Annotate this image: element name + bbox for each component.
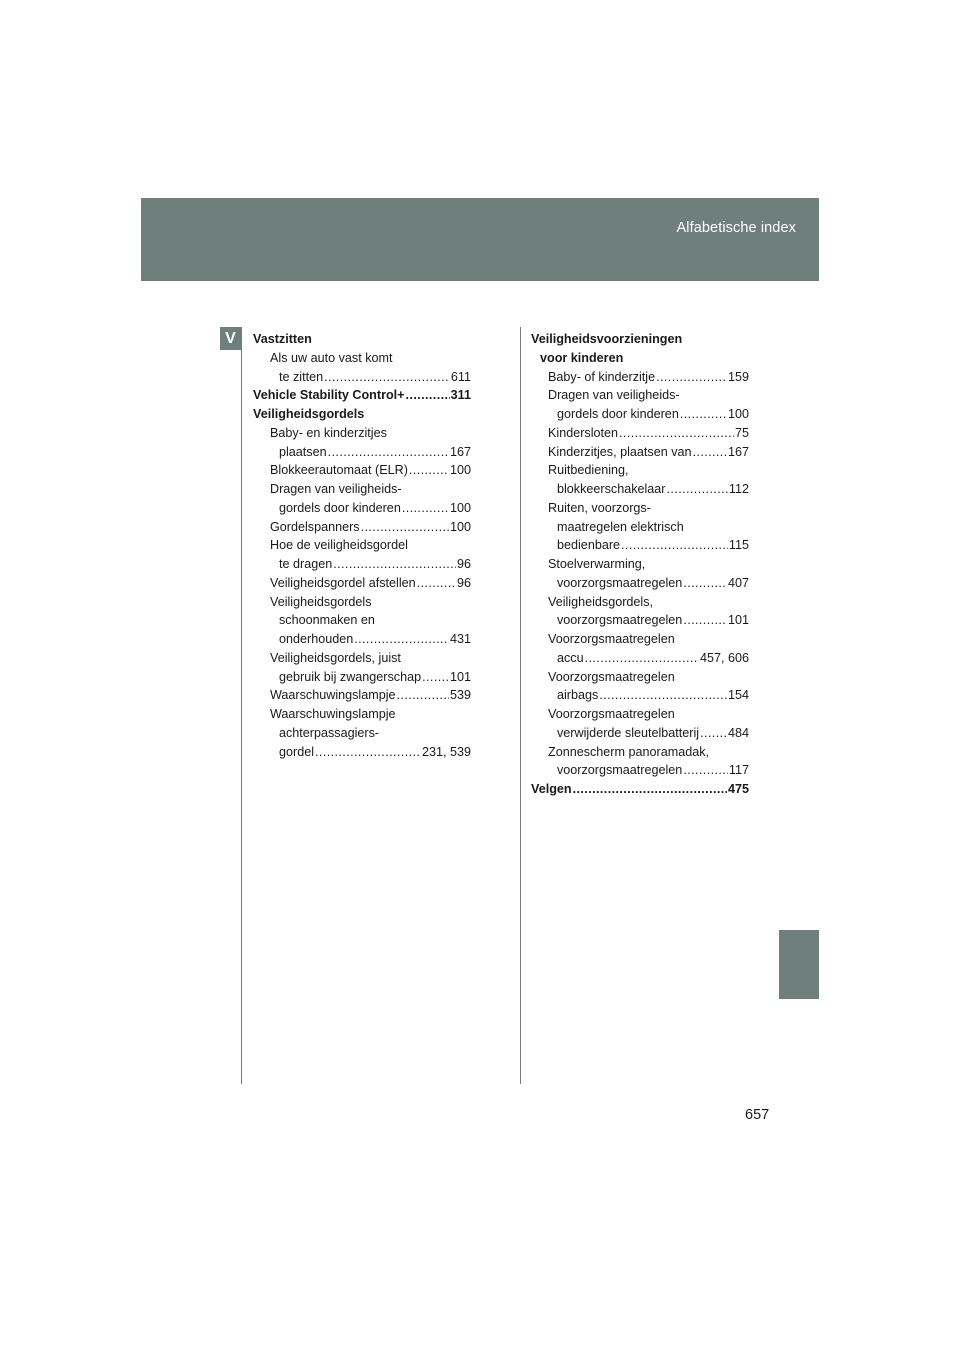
index-entry — [253, 724, 471, 743]
page-reference: 96 — [456, 557, 471, 571]
index-entry-text: airbags — [557, 688, 599, 703]
index-entry — [531, 649, 749, 668]
index-entry-text: Voorzorgsmaatregelen — [548, 669, 675, 684]
page-reference: 100 — [449, 519, 471, 534]
dot-leader — [693, 443, 727, 462]
dot-leader — [315, 743, 421, 762]
page-reference: 484 — [727, 725, 749, 740]
index-entry-text: Kindersloten — [548, 425, 619, 440]
index-entry-text: voorzorgsmaatregelen — [557, 613, 683, 628]
column-divider-right — [520, 327, 521, 1084]
index-entry-text: plaatsen — [279, 444, 327, 459]
page-reference: 611 — [450, 369, 471, 384]
index-entry-text: bedienbare — [557, 538, 621, 553]
index-entry-text: Stoelverwarming, — [548, 557, 646, 571]
index-entry — [531, 386, 749, 405]
index-entry — [253, 349, 471, 368]
index-letter-badge: V — [220, 327, 241, 350]
page-reference: 159 — [727, 369, 749, 384]
index-heading — [253, 330, 471, 349]
index-entry-text: Vastzitten — [253, 332, 312, 346]
dot-leader — [397, 686, 449, 705]
index-entry — [531, 443, 749, 462]
index-entry — [253, 536, 471, 555]
dot-leader — [585, 649, 699, 668]
index-entry-text: Ruitbediening, — [548, 463, 629, 478]
index-entry — [531, 518, 749, 537]
dot-leader — [402, 499, 449, 518]
dot-leader — [324, 368, 450, 387]
index-entry-text: Kinderzitjes, plaatsen van — [548, 444, 692, 459]
dot-leader — [328, 443, 449, 462]
dot-leader — [683, 761, 728, 780]
index-entry-text: verwijderde sleutelbatterij — [557, 725, 700, 740]
index-heading — [531, 780, 749, 799]
dot-leader — [700, 724, 727, 743]
index-heading — [253, 386, 471, 405]
index-entry-text: Baby- en kinderzitjes — [270, 425, 387, 440]
index-entry — [253, 499, 471, 518]
index-entry — [531, 743, 749, 762]
page-reference: 96 — [456, 575, 471, 590]
index-entry-text: Veiligheidsgordels, juist — [270, 650, 401, 665]
index-entry — [531, 593, 749, 612]
index-entry-text: gordels door kinderen — [279, 500, 401, 515]
index-entry-text: Waarschuwingslampje — [270, 707, 396, 721]
index-entry-text: Dragen van veiligheids- — [548, 388, 680, 403]
index-entry — [531, 724, 749, 743]
index-entry — [253, 574, 471, 593]
index-entry-text: Ruiten, voorzorgs- — [548, 500, 651, 515]
index-entry — [531, 611, 749, 630]
dot-leader — [409, 461, 449, 480]
page-reference: 231, 539 — [421, 744, 471, 759]
index-entry-text: Als uw auto vast komt — [270, 350, 393, 365]
dot-leader — [417, 574, 456, 593]
index-entry — [253, 518, 471, 537]
page-reference: 457, 606 — [699, 650, 749, 665]
index-entry-text: Vehicle Stability Control+ — [253, 388, 405, 403]
index-entry-text: Veiligheidsgordels, — [548, 594, 654, 609]
index-heading — [531, 349, 749, 368]
index-entry-text: maatregelen elektrisch — [557, 519, 684, 534]
index-entry — [253, 368, 471, 387]
dot-leader — [573, 780, 727, 799]
index-entry-text: Waarschuwingslampje — [270, 688, 396, 703]
index-entry — [531, 368, 749, 387]
index-entry-text: Dragen van veiligheids- — [270, 482, 402, 496]
page-number: 657 — [745, 1107, 770, 1123]
dot-leader — [599, 686, 727, 705]
index-column-right — [531, 330, 749, 799]
index-entry-text: gebruik bij zwangerschap — [279, 669, 422, 684]
dot-leader — [406, 386, 450, 405]
index-entry-text: voorzorgsmaatregelen — [557, 575, 683, 590]
page-reference: 112 — [728, 482, 749, 496]
page-reference: 167 — [449, 444, 471, 459]
index-entry — [531, 705, 749, 724]
page-reference: 475 — [727, 782, 749, 796]
index-entry-text: blokkeerschakelaar — [557, 482, 666, 496]
dot-leader — [422, 668, 449, 687]
index-heading — [253, 405, 471, 424]
index-entry — [531, 536, 749, 555]
page-reference: 100 — [449, 500, 471, 515]
page-reference: 100 — [727, 407, 749, 421]
index-entry — [253, 630, 471, 649]
index-entry — [531, 686, 749, 705]
index-entry — [253, 443, 471, 462]
index-entry — [253, 480, 471, 499]
chapter-thumb-tab — [779, 930, 819, 999]
section-header-band — [141, 198, 819, 281]
index-entry-text: accu — [557, 650, 584, 665]
index-entry-text: schoonmaken en — [279, 613, 375, 628]
index-entry-text: Baby- of kinderzitje — [548, 369, 656, 384]
index-entry-text: te dragen — [279, 557, 333, 571]
dot-leader — [354, 630, 449, 649]
index-entry — [253, 593, 471, 612]
index-entry — [531, 424, 749, 443]
index-entry-text: Zonnescherm panoramadak, — [548, 744, 710, 759]
index-entry — [253, 555, 471, 574]
page-reference: 154 — [727, 688, 749, 703]
page-reference: 100 — [449, 463, 471, 478]
index-entry — [531, 761, 749, 780]
page-reference: 539 — [449, 688, 471, 703]
index-entry-text: voorzorgsmaatregelen — [557, 763, 683, 778]
index-entry-text: Hoe de veiligheidsgordel — [270, 538, 408, 553]
index-entry — [253, 743, 471, 762]
index-heading — [531, 330, 749, 349]
index-entry — [531, 574, 749, 593]
index-entry — [531, 499, 749, 518]
index-entry — [253, 611, 471, 630]
index-entry — [253, 649, 471, 668]
page-reference: 115 — [728, 538, 749, 553]
page-reference: 117 — [728, 763, 749, 778]
index-entry — [253, 424, 471, 443]
index-entry-text: Veiligheidsvoorzieningen — [531, 332, 683, 346]
index-entry-text: Veiligheidsgordels — [253, 407, 365, 421]
index-column-left — [253, 330, 471, 761]
index-entry-text: Voorzorgsmaatregelen — [548, 707, 675, 721]
index-entry — [531, 405, 749, 424]
section-title: Alfabetische index — [676, 220, 796, 236]
index-entry — [253, 668, 471, 687]
dot-leader — [683, 574, 727, 593]
page-reference: 167 — [727, 444, 749, 459]
index-entry-text: Gordelspanners — [270, 519, 360, 534]
index-entry — [531, 480, 749, 499]
page-reference: 75 — [734, 425, 749, 440]
index-entry-text: Voorzorgsmaatregelen — [548, 632, 675, 646]
index-entry — [253, 705, 471, 724]
column-divider-left — [241, 327, 242, 1084]
index-entry — [253, 686, 471, 705]
index-entry-text: gordels door kinderen — [557, 407, 679, 421]
index-entry — [531, 668, 749, 687]
dot-leader — [621, 536, 728, 555]
index-entry — [253, 461, 471, 480]
dot-leader — [667, 480, 728, 499]
dot-leader — [361, 518, 449, 537]
page-reference: 431 — [449, 632, 471, 646]
index-entry-text: achterpassagiers- — [279, 725, 380, 740]
index-entry — [531, 555, 749, 574]
index-entry-text: Veiligheidsgordel afstellen — [270, 575, 416, 590]
index-entry-text: gordel — [279, 744, 315, 759]
index-entry-text: Veiligheidsgordels — [270, 594, 372, 609]
index-entry — [531, 630, 749, 649]
index-entry-text: onderhouden — [279, 632, 354, 646]
index-entry-text: voor kinderen — [540, 350, 624, 365]
dot-leader — [656, 368, 727, 387]
index-entry-text: Velgen — [531, 782, 572, 796]
dot-leader — [619, 424, 734, 443]
page-reference: 311 — [450, 388, 471, 403]
index-entry-text: Blokkeerautomaat (ELR) — [270, 463, 408, 478]
index-entry-text: te zitten — [279, 369, 324, 384]
index-entry — [531, 461, 749, 480]
dot-leader — [680, 405, 727, 424]
dot-leader — [333, 555, 456, 574]
page-reference: 101 — [727, 613, 749, 628]
dot-leader — [683, 611, 727, 630]
page-reference: 101 — [449, 669, 471, 684]
page-reference: 407 — [727, 575, 749, 590]
